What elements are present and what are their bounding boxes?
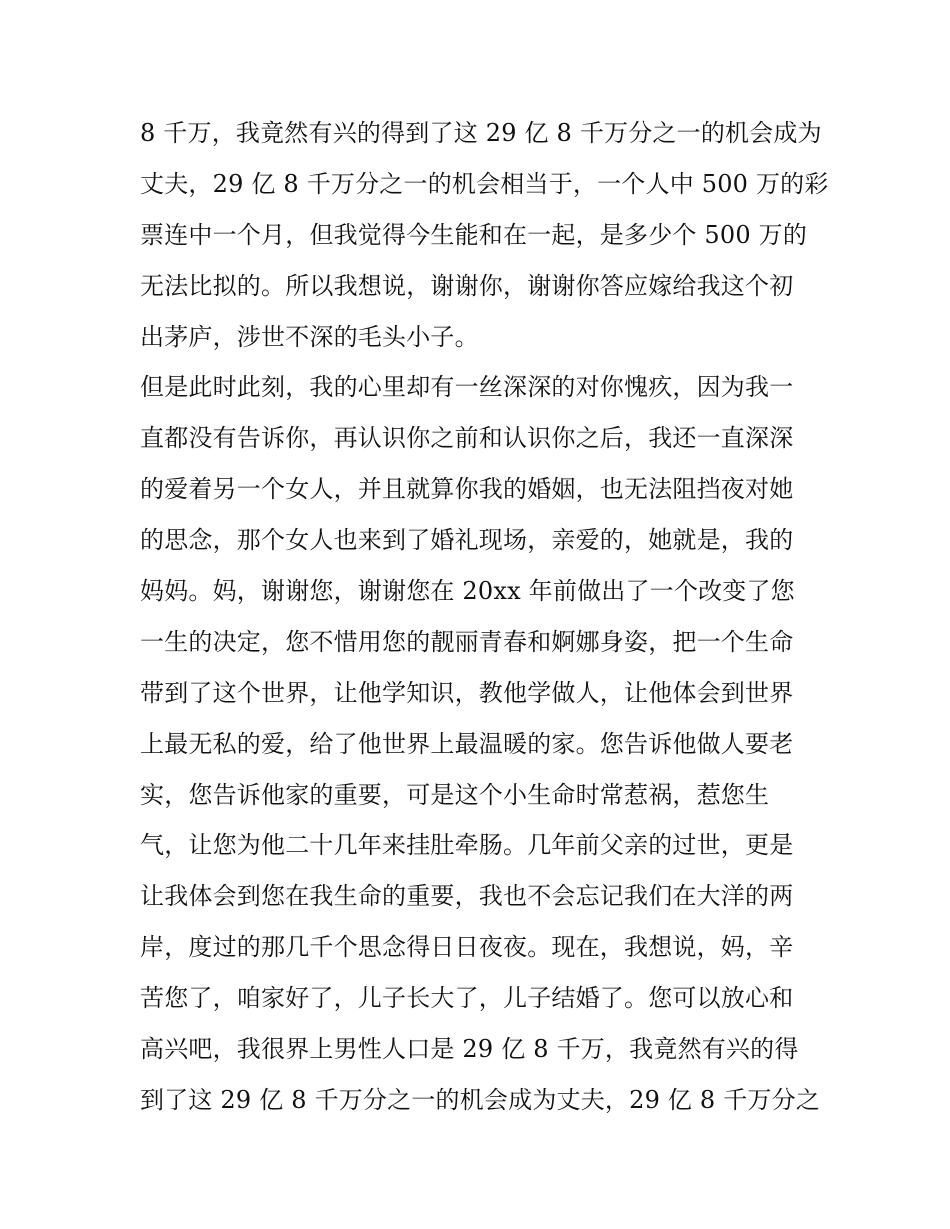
text-line: 上最无私的爱，给了他世界上最温暖的家。您告诉他做人要老 [140,729,794,758]
text-line: 8 千万，我竟然有兴的得到了这 29 亿 8 千万分之一的机会成为 [140,119,822,147]
text-line: 一生的决定，您不惜用您的靓丽青春和婀娜身姿，把一个生命 [140,627,794,656]
text-line: 到了这 29 亿 8 千万分之一的机会成为丈夫，29 亿 8 千万分之 [140,1085,821,1114]
text-line: 让我体会到您在我生命的重要，我也不会忘记我们在大洋的两 [140,882,794,911]
text-line: 带到了这个世界，让他学知识，教他学做人，让他体会到世界 [140,678,794,707]
text-line: 高兴吧，我很界上男性人口是 29 亿 8 千万，我竟然有兴的得 [140,1035,799,1064]
text-line: 苦您了，咱家好了，儿子长大了，儿子结婚了。您可以放心和 [140,984,794,1013]
text-line: 丈夫，29 亿 8 千万分之一的机会相当于，一个人中 500 万的彩 [140,169,829,198]
text-line: 岸，度过的那几千个思念得日日夜夜。现在，我想说，妈，辛 [140,933,794,962]
text-line: 妈妈。妈，谢谢您，谢谢您在 20xx 年前做出了一个改变了您 [140,577,795,606]
text-line: 实，您告诉他家的重要，可是这个小生命时常惹祸，惹您生 [140,780,770,809]
text-line: 气，让您为他二十几年来挂肚牵肠。几年前父亲的过世，更是 [140,831,794,860]
text-line: 票连中一个月，但我觉得今生能和在一起，是多少个 500 万的 [140,220,808,249]
document-body [140,108,829,1126]
text-line: 但是此时此刻，我的心里却有一丝深深的对你愧疚，因为我一 [140,373,794,402]
text-line: 的爱着另一个女人，并且就算你我的婚姻，也无法阻挡夜对她 [140,475,794,504]
text-line: 的思念，那个女人也来到了婚礼现场，亲爱的，她就是，我的 [140,526,794,555]
text-line: 无法比拟的。所以我想说，谢谢你，谢谢你答应嫁给我这个初 [140,271,794,300]
text-line: 出茅庐，涉世不深的毛头小子。 [140,322,479,351]
text-line: 直都没有告诉你，再认识你之前和认识你之后，我还一直深深 [140,424,794,453]
